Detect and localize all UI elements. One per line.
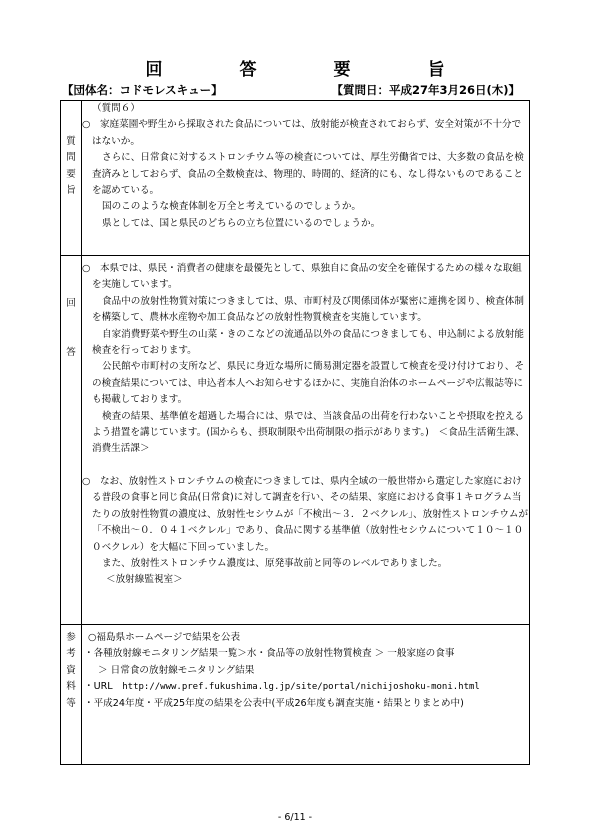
reference-content	[82, 625, 530, 765]
reference-row	[61, 625, 530, 765]
label-char: 考	[66, 648, 76, 660]
label-char: 料	[66, 681, 76, 693]
organization-name: 【団体名：コドモレスキュー】	[62, 83, 223, 97]
answer-paragraph: また、放射性ストロンチウム濃度は、原発事故前と同等のレベルでありました。	[102, 557, 448, 569]
answer-paragraph: 自家消費野菜や野生の山菜・きのこなどの流通品以外の食品につきましても、申込制による放射能検査を行っております。	[92, 328, 524, 357]
question-content	[82, 101, 530, 256]
question-date: 【質問日：平成27年3月26日(木)】	[331, 83, 520, 97]
label-char: 回	[66, 298, 76, 309]
question-number: （質問６）	[92, 103, 140, 114]
summary-table	[60, 100, 530, 765]
answer-paragraph: 食品中の放射性物質対策につきましては、県、市町村及び関係団体が緊密に連携を図り、検査体制を構築して、農林水産物や加工食品などの放射性物質検査を実施しています。	[92, 295, 524, 324]
answer-label	[61, 256, 82, 625]
label-char: 質	[66, 136, 76, 147]
answer-paragraph: 公民館や市町村の支所など、県民に身近な場所に簡易測定器を設置して検査を受け付けており、その検査結果については、申込者本人へお知らせするほかに、実施自治体のホームページや広報誌等にも掲載しております。	[92, 361, 525, 406]
reference-line: ・各種放射線モニタリング結果一覧＞水・食品等の放射性物質検査 ＞ 一般家庭の食事	[84, 648, 455, 660]
label-char: 問	[66, 152, 76, 164]
answer-content	[82, 256, 530, 625]
question-paragraph: 県としては、国と県民のどちらの立ち位置にいるのでしょうか。	[102, 217, 381, 229]
question-paragraph: さらに、日常食に対するストロンチウム等の検査については、厚生労働省では、大多数の食品を検査済みとしておらず、食品の全数検査は、物理的、時間的、経済的にも、なし得ないものであることを認めている。	[92, 152, 524, 197]
label-char: 答	[66, 347, 76, 359]
label-char: 資	[66, 664, 76, 676]
answer-source: ＜放射線監視室＞	[106, 574, 183, 586]
reference-url[interactable]: http://www.pref.fukushima.lg.jp/site/portal/nichijoshoku-moni.html	[122, 682, 480, 693]
answer-paragraph: ○ なお、放射性ストロンチウムの検査につきましては、県内全域の一般世帯から選定した家庭における普段の食事と同じ食品(日常食)に対して調査を行い、その結果、家庭における食事１キログラム当たりの放射性物質の濃度は、放射性セシウムが「不検出～３．２ベクレル」、放射性ストロンチウムが「不検出～０．０４１ベクレル」であり、食品に関する基準値（放射性セシウムについて１０～１００ベクレル）を大幅に下回っていました。	[82, 475, 529, 553]
label-char: 参	[66, 632, 76, 643]
reference-line: ・平成24年度・平成25年度の結果を公表中(平成26年度も調査実施・結果とりまとめ中)	[84, 697, 464, 709]
label-char: 要	[66, 168, 76, 180]
question-label	[61, 101, 82, 256]
url-label: ・URL	[84, 681, 123, 693]
answer-paragraph: 検査の結果、基準値を超過した場合には、県では、当該食品の出荷を行わないことや摂取を控えるよう措置を講じています。(国からも、摂取制限や出荷制限の指示があります。) ＜食品生活衛生課、消費生活課＞	[92, 410, 525, 455]
question-paragraph: ○ 家庭菜園や野生から採取された食品については、放射能が検査されておらず、安全対策が不十分ではないか。	[82, 119, 522, 147]
label-char: 等	[66, 697, 76, 709]
label-char: 旨	[66, 185, 76, 197]
question-paragraph: 国のこのような検査体制を万全と考えているのでしょうか。	[102, 201, 362, 213]
answer-row	[61, 256, 530, 625]
reference-line: ○福島県ホームページで結果を公表	[88, 632, 241, 643]
page-number: - 6/11 -	[277, 812, 313, 823]
answer-paragraph: ○ 本県では、県民・消費者の健康を最優先として、県独自に食品の安全を確保するための様々な取組を実施しています。	[82, 263, 522, 291]
page-title: 回 答 要 旨	[145, 60, 475, 80]
question-row	[61, 101, 530, 256]
reference-label	[61, 625, 82, 765]
reference-line	[84, 679, 529, 695]
reference-line: ＞ 日常食の放射線モニタリング結果	[98, 664, 255, 676]
